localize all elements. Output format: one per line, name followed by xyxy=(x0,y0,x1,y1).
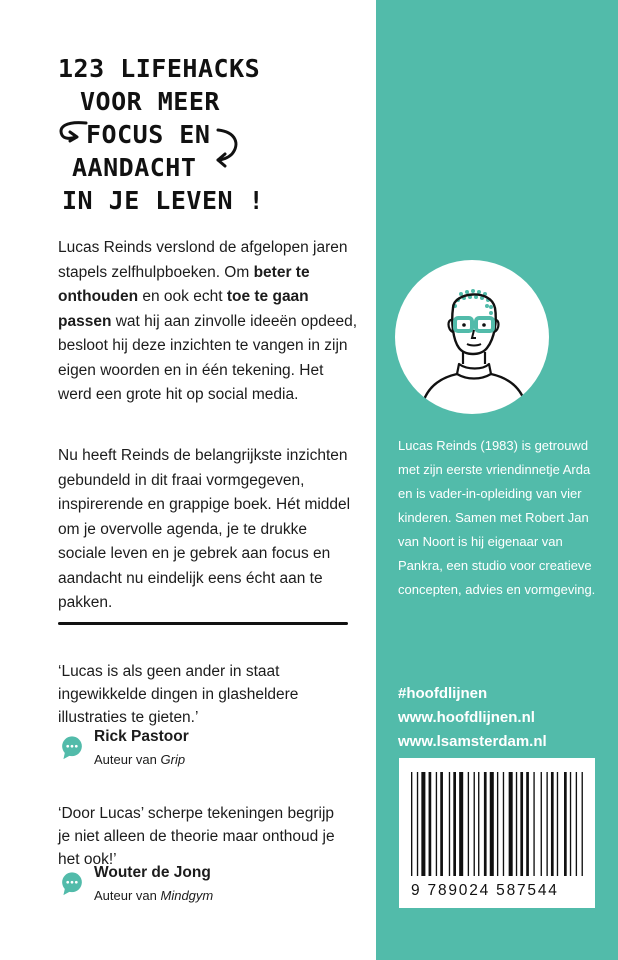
barcode-bar xyxy=(490,772,494,876)
barcode-bar xyxy=(516,772,517,876)
speech-bubble-icon xyxy=(60,736,84,760)
barcode-bar xyxy=(497,772,498,876)
speech-bubble-icon xyxy=(60,872,84,896)
headline-line-5: IN JE LEVEN ! xyxy=(62,186,265,215)
headline-line-3: FOCUS EN xyxy=(86,120,211,149)
curved-arrow-right-icon xyxy=(214,126,242,170)
intro-paragraph-1 xyxy=(58,236,358,408)
barcode-bar xyxy=(533,772,534,876)
barcode-bar xyxy=(474,772,475,876)
barcode-bar xyxy=(478,772,479,876)
barcode-bar xyxy=(557,772,558,876)
barcode-bar xyxy=(440,772,443,876)
barcode-bar xyxy=(526,772,529,876)
barcode-bar xyxy=(436,772,437,876)
barcode-bar xyxy=(429,772,432,876)
barcode-bar xyxy=(576,772,577,876)
portrait-illustration xyxy=(395,260,549,414)
author-role-prefix: Auteur van xyxy=(94,752,161,767)
author-name: Rick Pastoor xyxy=(94,728,189,745)
barcode-bar xyxy=(546,772,547,876)
author-role-prefix: Auteur van xyxy=(94,888,161,903)
barcode-bar xyxy=(449,772,450,876)
website-links xyxy=(398,682,608,754)
barcode-bar xyxy=(411,772,412,876)
author-bio: Lucas Reinds (1983) is getrouwd met zijn eerste vriendinnetje Arda en is vader-in-opleiding van vier kinderen. Samen met Robert Jan van Noort is hij eigenaar van Pankra, een studio voor creatieve concepten, advies en vormgeving. xyxy=(398,438,596,597)
curved-arrow-left-icon xyxy=(56,119,90,145)
intro-emphasis: beter te onthouden xyxy=(58,263,310,305)
author-book-title: Grip xyxy=(160,752,186,767)
barcode-bar xyxy=(520,772,523,876)
headline-line-4: AANDACHT xyxy=(72,153,197,182)
barcode-bar xyxy=(582,772,583,876)
quote-text: ‘Lucas is als geen ander in staat ingewikkelde dingen in glasheldere illustraties te gieten.’ xyxy=(58,663,299,726)
quote-text: ‘Door Lucas’ scherpe tekeningen begrijp je niet alleen de theorie maar onthoud je het ook!’ xyxy=(58,805,335,868)
barcode-bar xyxy=(541,772,542,876)
barcode-bar xyxy=(570,772,571,876)
intro-emphasis: toe te gaan passen xyxy=(58,288,309,330)
hashtag: #hoofdlijnen xyxy=(398,685,488,702)
author-name: Wouter de Jong xyxy=(94,864,211,881)
intro-text: wat hij aan zinvolle ideeën opdeed, besloot hij deze inzichten te vangen in zijn eigen woorden en in één tekening. Het werd een grote hit op social media. xyxy=(58,312,358,403)
barcode-bar xyxy=(509,772,513,876)
barcode-bar xyxy=(417,772,418,876)
barcode-bar xyxy=(551,772,554,876)
author-book-title: Mindgym xyxy=(160,888,214,903)
barcode-bar xyxy=(503,772,504,876)
barcode-bar xyxy=(484,772,487,876)
author-role xyxy=(94,752,185,767)
intro-text: en ook echt xyxy=(138,288,227,305)
barcode-bar xyxy=(468,772,469,876)
author-role xyxy=(94,888,213,903)
isbn-number: 9 789024 587544 xyxy=(411,882,559,899)
divider-line xyxy=(58,622,348,625)
website-link[interactable]: www.lsamsterdam.nl xyxy=(398,733,547,750)
website-link[interactable]: www.hoofdlijnen.nl xyxy=(398,709,535,726)
intro-text: Lucas Reinds verslond de afgelopen jaren stapels zelfhulpboeken. Om xyxy=(58,239,348,281)
barcode-bar xyxy=(421,772,425,876)
barcode-bar xyxy=(453,772,456,876)
barcode-bar xyxy=(459,772,463,876)
barcode-bar xyxy=(564,772,567,876)
headline-line-2: VOOR MEER xyxy=(80,87,220,116)
barcode-panel xyxy=(399,758,595,908)
author-portrait xyxy=(395,260,549,414)
headline-line-1: 123 LIFEHACKS xyxy=(58,54,261,83)
intro-paragraph-2: Nu heeft Reinds de belangrijkste inzichten gebundeld in dit fraai vormgegeven, inspirerende en grappige boek. Hét middel om je overvolle agenda, je te drukke sociale leven en je gebrek aan focus en aandacht nu eindelijk eens écht aan te pakken. xyxy=(58,447,351,611)
